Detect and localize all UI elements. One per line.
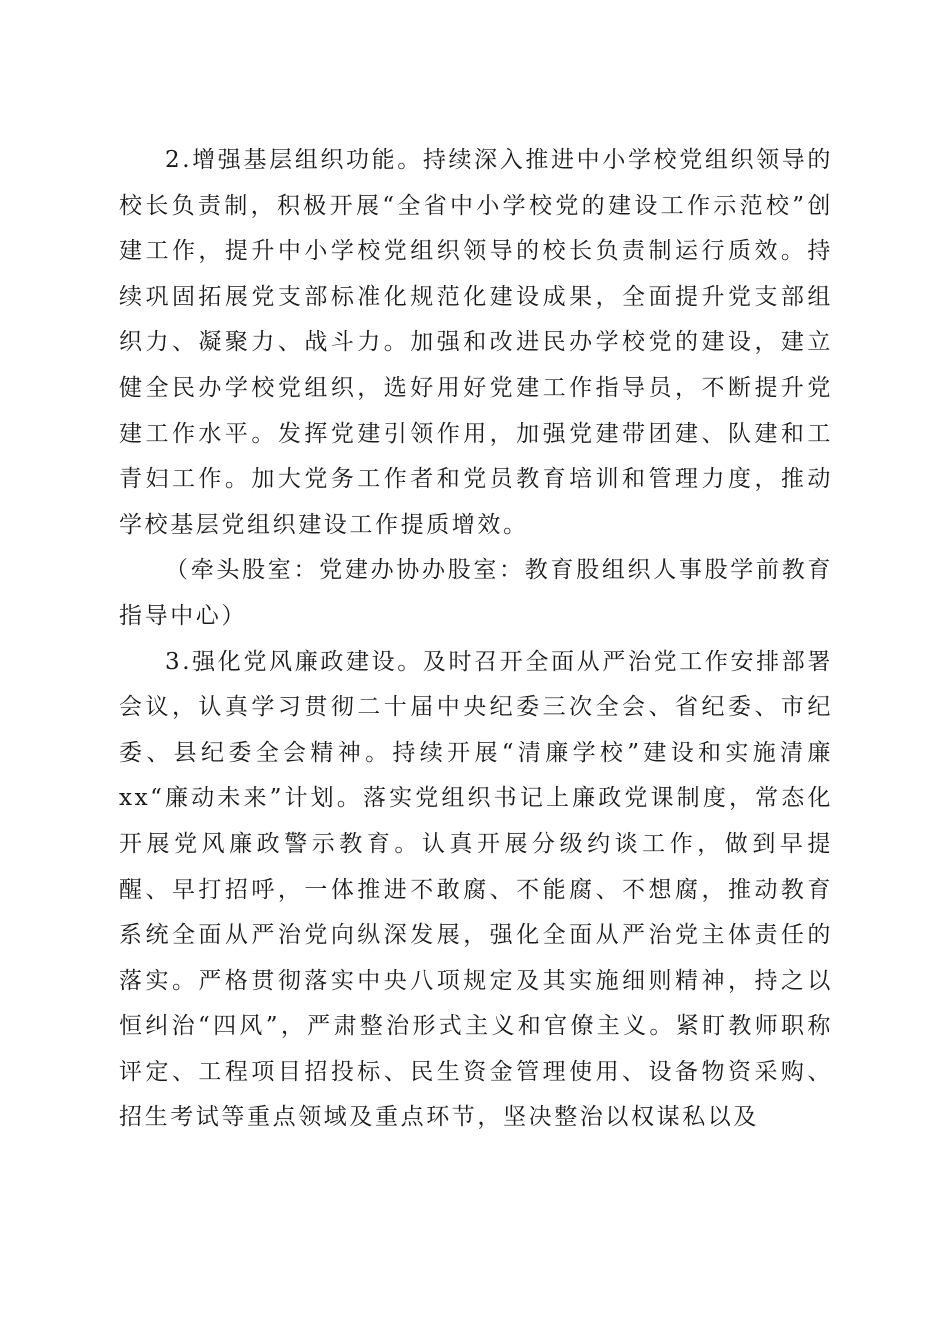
paragraph-party-integrity: 3.强化党风廉政建设。及时召开全面从严治党工作安排部署会议，认真学习贯彻二十届中央纪委三次全会、省纪委、市纪委、县纪委全会精神。持续开展“清廉学校”建设和实施清廉xx“廉动未来”计划。落实党组织书记上廉政党课制度，常态化开展党风廉政警示教育。认真开展分级约谈工作，做到早提醒、早打招呼，一体推进不敢腐、不能腐、不想腐，推动教育系统全面从严治党向纵深发展，强化全面从严治党主体责任的落实。严格贯彻落实中央八项规定及其实施细则精神，持之以恒纠治“四风”，严肃整治形式主义和官僚主义。紧盯教师职称评定、工程项目招投标、民生资金管理使用、设备物资采购、招生考试等重点领域及重点环节，坚决整治以权谋私以及 [119, 648, 833, 1131]
paragraph-lead-department-note: （牵头股室：党建办协办股室：教育股组织人事股学前教育指导中心） [119, 557, 833, 629]
paragraph-grassroots-organization: 2.增强基层组织功能。持续深入推进中小学校党组织领导的校长负责制，积极开展“全省中小学校党的建设工作示范校”创建工作，提升中小学校党组织领导的校长负责制运行质效。持续巩固拓展党支部标准化规范化建设成果，全面提升党支部组织力、凝聚力、战斗力。加强和改进民办学校党的建设，建立健全民办学校党组织，选好用好党建工作指导员，不断提升党建工作水平。发挥党建引领作用，加强党建带团建、队建和工青妇工作。加大党务工作者和党员教育培训和管理力度，推动学校基层党组织建设工作提质增效。 [119, 147, 833, 538]
document-body [119, 138, 833, 1141]
